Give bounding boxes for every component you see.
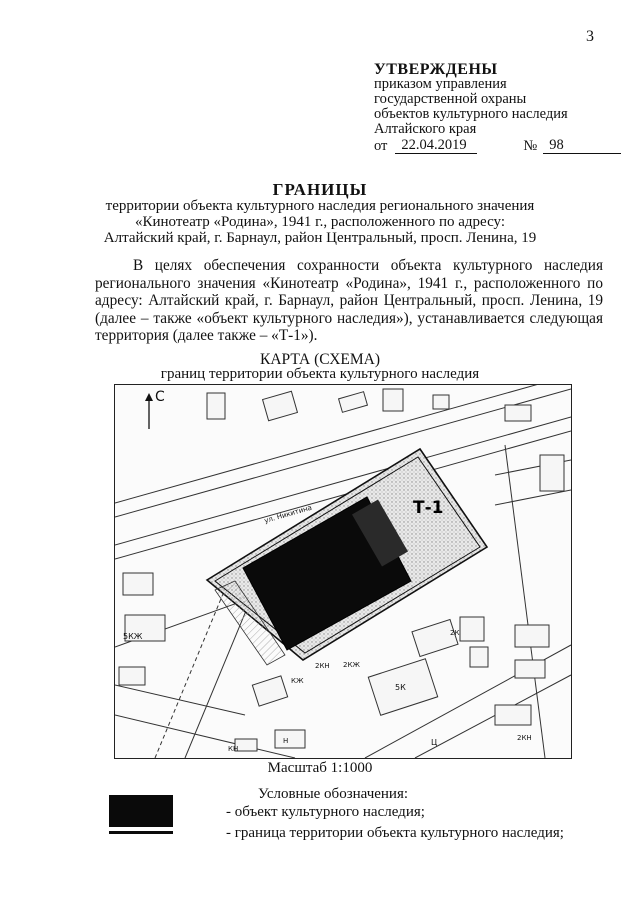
map-subtitle: границ территории объекта культурного наследия	[160, 366, 480, 382]
subtitle-line: территории объекта культурного наследия регионального значения	[105, 198, 535, 214]
body-paragraph-text: В целях обеспечения сохранности объекта культурного наследия регионального значения «Кинотеатр «Родина», 1941 г., расположенного по адресу: Алтайский край, г. Барнаул, район Центральный, просп. Ленина, 19 (далее – также «объект культурного наследия»), устанавливается следующая территория (далее также – «Т-1»).	[95, 257, 603, 345]
subtitle-line: Алтайский край, г. Барнаул, район Центральный, просп. Ленина, 19	[103, 230, 537, 246]
territory-label: Т-1	[413, 498, 444, 518]
approval-number: 98	[543, 138, 621, 154]
map-title: КАРТА (СХЕМА)	[259, 351, 380, 368]
map-drawing	[115, 385, 571, 758]
approval-line: государственной охраны	[374, 91, 527, 107]
map-scale: Масштаб 1:1000	[267, 760, 373, 776]
territory-map	[114, 384, 572, 759]
map-label: 2КН	[315, 662, 330, 670]
legend-title: Условные обозначения:	[258, 786, 409, 802]
north-label: С	[155, 389, 165, 405]
approval-line: Алтайского края	[374, 121, 477, 137]
subtitle-line: «Кинотеатр «Родина», 1941 г., расположенного по адресу:	[134, 214, 506, 230]
legend-heritage-swatch	[109, 795, 173, 827]
approval-date: 22.04.2019	[395, 138, 477, 154]
approval-line: приказом управления	[374, 76, 507, 92]
approval-line: объектов культурного наследия	[374, 106, 568, 122]
map-label: 2КЖ	[343, 661, 360, 669]
legend-item-boundary: - граница территории объекта культурного наследия;	[226, 825, 564, 841]
map-label: 5К	[395, 683, 406, 692]
approval-heading: УТВЕРЖДЕНЫ	[374, 61, 498, 78]
map-label: 5КЖ	[123, 632, 143, 641]
map-label: КЖ	[291, 677, 304, 685]
date-prefix: от	[374, 138, 388, 154]
map-label: Ц	[431, 738, 438, 747]
map-label: 2КН	[517, 734, 532, 742]
legend-boundary-swatch	[109, 831, 173, 834]
document-title: ГРАНИЦЫ	[272, 180, 368, 199]
map-label: Н	[283, 737, 289, 745]
body-paragraph	[95, 257, 603, 345]
legend-item-heritage: - объект культурного наследия;	[226, 804, 425, 820]
approval-date-row	[374, 138, 621, 154]
north-arrow-icon	[145, 393, 153, 429]
number-prefix: №	[523, 138, 538, 154]
page-number: 3	[586, 28, 594, 45]
street-name-label: ул. Никитина	[263, 503, 313, 525]
map-label: КН	[228, 745, 239, 753]
map-label: 2К	[450, 629, 460, 637]
approval-block	[374, 62, 621, 154]
document-subtitle	[0, 198, 640, 246]
